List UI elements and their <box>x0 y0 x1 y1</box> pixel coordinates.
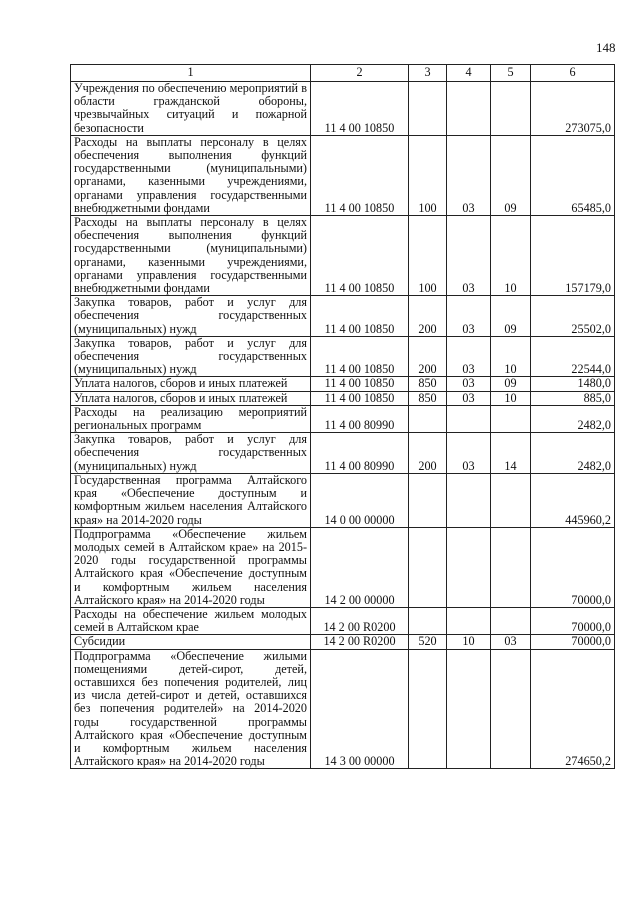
table-row <box>71 527 615 607</box>
row-amount-cell: 2482,0 <box>531 433 615 474</box>
column-header: 4 <box>447 65 491 82</box>
row-code-cell: 11 4 00 10850 <box>311 296 409 337</box>
column-header: 3 <box>409 65 447 82</box>
row-amount-cell: 274650,2 <box>531 649 615 769</box>
row-subsection-cell: 10 <box>491 391 531 405</box>
row-amount-cell: 22544,0 <box>531 336 615 377</box>
table-header-row <box>71 65 615 82</box>
row-code-cell: 11 4 00 10850 <box>311 336 409 377</box>
row-section-cell: 03 <box>447 336 491 377</box>
row-amount-cell: 2482,0 <box>531 405 615 432</box>
row-subsection-cell <box>491 405 531 432</box>
budget-table <box>70 64 615 769</box>
row-section-cell: 03 <box>447 296 491 337</box>
row-subsection-cell: 09 <box>491 135 531 215</box>
row-code-cell: 11 4 00 80990 <box>311 405 409 432</box>
row-section-cell: 03 <box>447 377 491 391</box>
row-amount-cell: 157179,0 <box>531 216 615 296</box>
row-subsection-cell <box>491 473 531 527</box>
row-amount-cell: 885,0 <box>531 391 615 405</box>
column-header: 6 <box>531 65 615 82</box>
row-name-cell: Государственная программа Алтайского края «Обеспечение доступным и комфортным жильем населения Алтайского края» на 2014-2020 годы <box>71 473 311 527</box>
row-code-cell: 14 2 00 00000 <box>311 527 409 607</box>
row-section-cell: 03 <box>447 135 491 215</box>
table-row <box>71 336 615 377</box>
row-name-cell: Подпрограмма «Обеспечение жильем молодых семей в Алтайском крае» на 2015-2020 годы государственной программы Алтайского края «Обеспечение доступным и комфортным жильем населения Алтайского края» на 2014-2020 годы <box>71 527 311 607</box>
column-header: 5 <box>491 65 531 82</box>
row-code-cell: 11 4 00 10850 <box>311 135 409 215</box>
row-expense-type-cell <box>409 527 447 607</box>
row-amount-cell: 25502,0 <box>531 296 615 337</box>
row-section-cell: 03 <box>447 391 491 405</box>
row-amount-cell: 273075,0 <box>531 82 615 136</box>
row-name-cell: Закупка товаров, работ и услуг для обеспечения государственных (муниципальных) нужд <box>71 296 311 337</box>
row-subsection-cell: 09 <box>491 296 531 337</box>
row-section-cell <box>447 607 491 634</box>
row-amount-cell: 1480,0 <box>531 377 615 391</box>
row-subsection-cell: 03 <box>491 635 531 649</box>
table-row <box>71 635 615 649</box>
row-section-cell <box>447 405 491 432</box>
row-name-cell: Подпрограмма «Обеспечение жилыми помещениями детей-сирот, детей, оставшихся без попечения родителей, лиц из числа детей-сирот и детей, оставшихся без попечения родителей» на 2014-2020 годы государственной программы Алтайского края «Обеспечение доступным и комфортным жильем населения Алтайского края» на 2014-2020 годы <box>71 649 311 769</box>
row-expense-type-cell: 850 <box>409 391 447 405</box>
row-expense-type-cell <box>409 607 447 634</box>
row-amount-cell: 445960,2 <box>531 473 615 527</box>
row-expense-type-cell: 520 <box>409 635 447 649</box>
row-expense-type-cell: 200 <box>409 336 447 377</box>
row-subsection-cell: 09 <box>491 377 531 391</box>
row-code-cell: 11 4 00 10850 <box>311 391 409 405</box>
table-row <box>71 649 615 769</box>
table-row <box>71 433 615 474</box>
row-name-cell: Уплата налогов, сборов и иных платежей <box>71 391 311 405</box>
row-expense-type-cell <box>409 405 447 432</box>
row-subsection-cell: 10 <box>491 336 531 377</box>
table-row <box>71 473 615 527</box>
row-code-cell: 14 2 00 R0200 <box>311 635 409 649</box>
table-row <box>71 391 615 405</box>
row-name-cell: Расходы на выплаты персоналу в целях обеспечения выполнения функций государственными (муниципальными) органами, казенными учреждениями, органами управления государственными внебюджетными фондами <box>71 216 311 296</box>
row-section-cell <box>447 473 491 527</box>
row-amount-cell: 65485,0 <box>531 135 615 215</box>
row-amount-cell: 70000,0 <box>531 607 615 634</box>
table-row <box>71 377 615 391</box>
column-header: 2 <box>311 65 409 82</box>
row-code-cell: 14 0 00 00000 <box>311 473 409 527</box>
row-expense-type-cell: 200 <box>409 433 447 474</box>
row-name-cell: Субсидии <box>71 635 311 649</box>
row-code-cell: 11 4 00 10850 <box>311 82 409 136</box>
row-code-cell: 14 2 00 R0200 <box>311 607 409 634</box>
row-code-cell: 11 4 00 10850 <box>311 377 409 391</box>
row-section-cell <box>447 82 491 136</box>
row-name-cell: Закупка товаров, работ и услуг для обеспечения государственных (муниципальных) нужд <box>71 336 311 377</box>
row-name-cell: Уплата налогов, сборов и иных платежей <box>71 377 311 391</box>
row-code-cell: 11 4 00 80990 <box>311 433 409 474</box>
row-name-cell: Расходы на выплаты персоналу в целях обеспечения выполнения функций государственными (муниципальными) органами, казенными учреждениями, органами управления государственными внебюджетными фондами <box>71 135 311 215</box>
column-header: 1 <box>71 65 311 82</box>
row-name-cell: Расходы на обеспечение жильем молодых семей в Алтайском крае <box>71 607 311 634</box>
row-expense-type-cell: 200 <box>409 296 447 337</box>
row-name-cell: Закупка товаров, работ и услуг для обеспечения государственных (муниципальных) нужд <box>71 433 311 474</box>
table-row <box>71 296 615 337</box>
row-expense-type-cell <box>409 649 447 769</box>
row-code-cell: 11 4 00 10850 <box>311 216 409 296</box>
row-subsection-cell <box>491 649 531 769</box>
row-code-cell: 14 3 00 00000 <box>311 649 409 769</box>
row-name-cell: Расходы на реализацию мероприятий региональных программ <box>71 405 311 432</box>
table-row <box>71 82 615 136</box>
row-expense-type-cell <box>409 82 447 136</box>
row-expense-type-cell: 850 <box>409 377 447 391</box>
row-amount-cell: 70000,0 <box>531 635 615 649</box>
row-expense-type-cell: 100 <box>409 216 447 296</box>
row-subsection-cell <box>491 607 531 634</box>
row-section-cell: 03 <box>447 216 491 296</box>
table-row <box>71 216 615 296</box>
row-subsection-cell: 10 <box>491 216 531 296</box>
table-row <box>71 405 615 432</box>
table-row <box>71 135 615 215</box>
row-section-cell: 10 <box>447 635 491 649</box>
row-section-cell: 03 <box>447 433 491 474</box>
row-expense-type-cell <box>409 473 447 527</box>
row-amount-cell: 70000,0 <box>531 527 615 607</box>
row-expense-type-cell: 100 <box>409 135 447 215</box>
row-name-cell: Учреждения по обеспечению мероприятий в области гражданской обороны, чрезвычайных ситуаций и пожарной безопасности <box>71 82 311 136</box>
row-subsection-cell <box>491 82 531 136</box>
row-section-cell <box>447 649 491 769</box>
page-number: 148 <box>596 40 616 55</box>
table-row <box>71 607 615 634</box>
row-subsection-cell <box>491 527 531 607</box>
row-section-cell <box>447 527 491 607</box>
row-subsection-cell: 14 <box>491 433 531 474</box>
